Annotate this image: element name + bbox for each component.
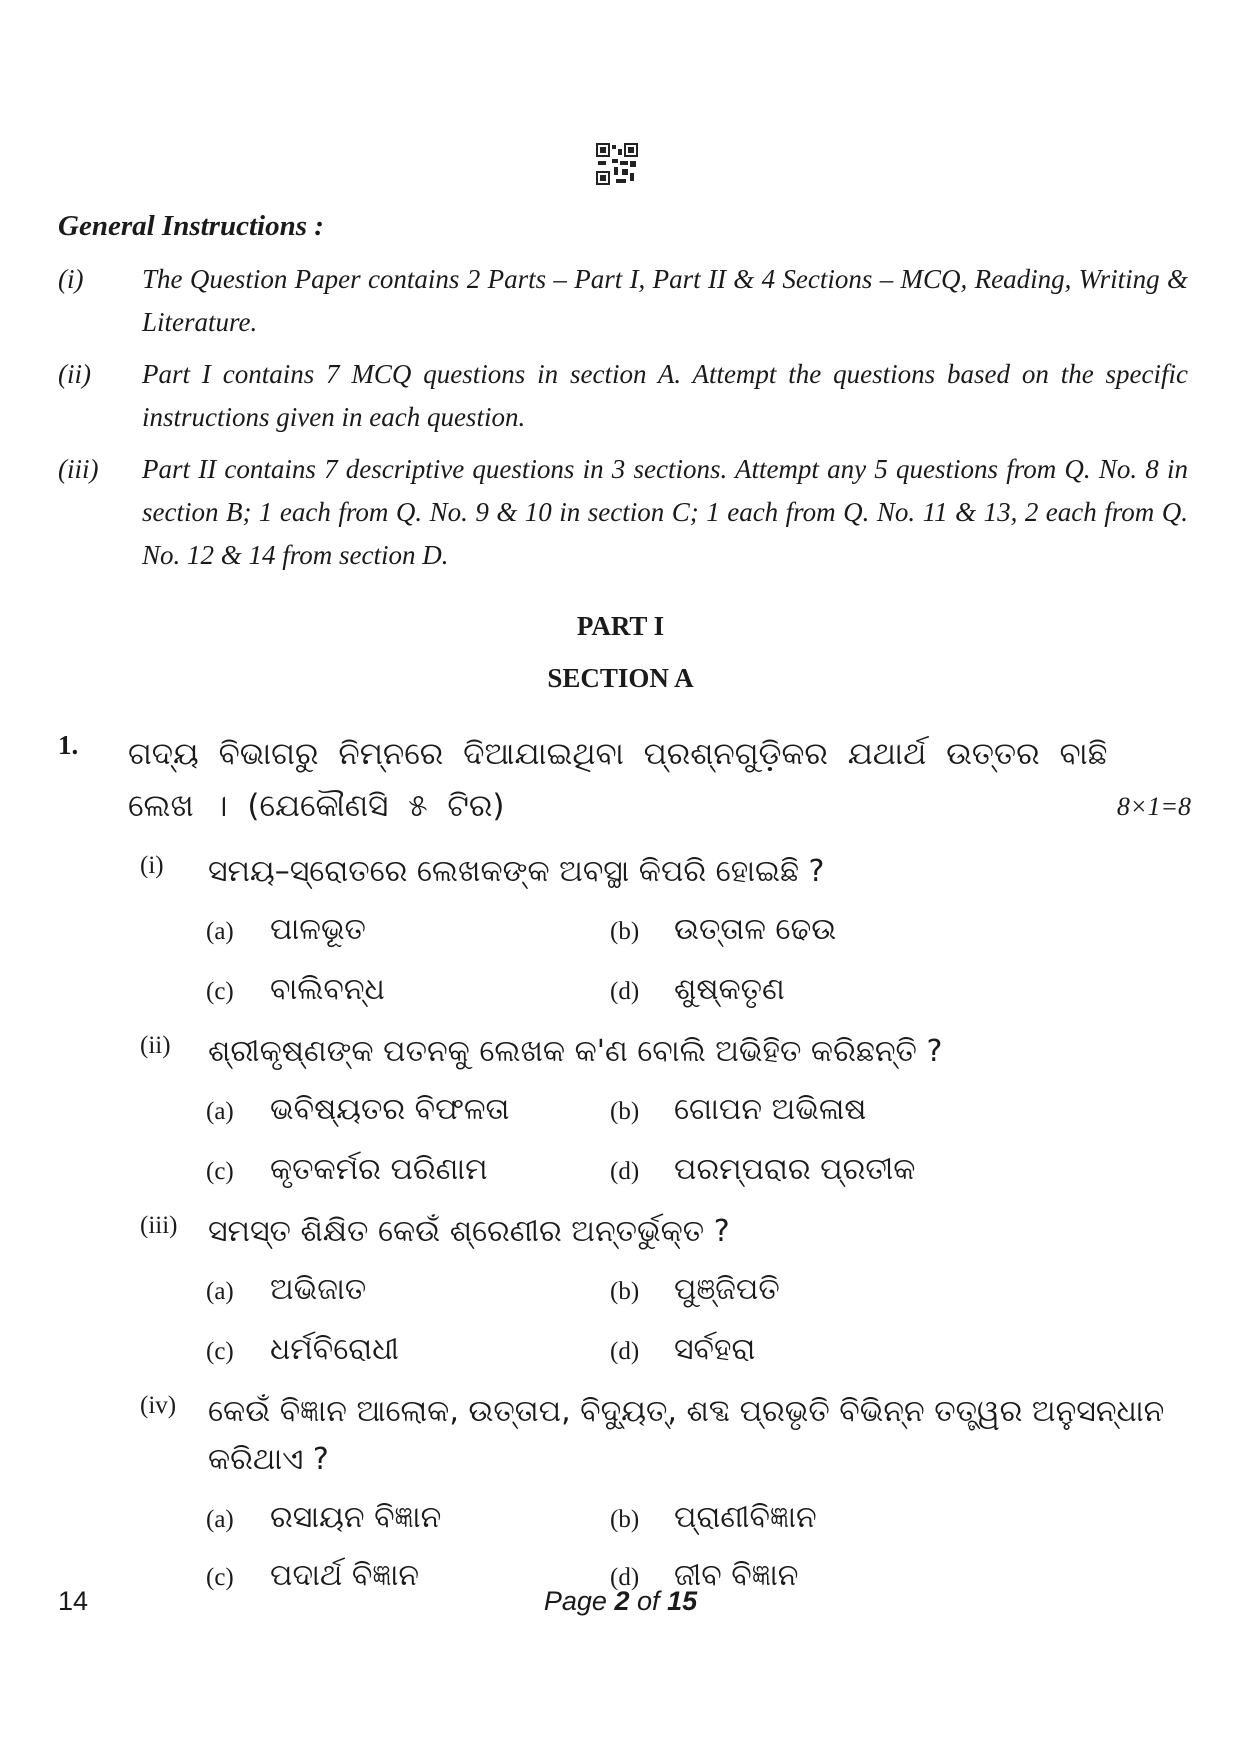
option: (b) ଉତ୍ତାଳ ଢେଉ <box>610 912 837 947</box>
option: (d) ପରମ୍ପରାର ପ୍ରତୀକ <box>610 1152 916 1187</box>
subquestion <box>140 1028 1180 1076</box>
question-1 <box>58 728 1188 832</box>
subquestion <box>140 848 1180 896</box>
part-heading: PART I <box>576 611 665 641</box>
instruction-text: The Question Paper contains 2 Parts – Part I, Part II & 4 Sections – MCQ, Reading, Writing & Literature. <box>142 264 1188 337</box>
instruction-item <box>58 448 1188 577</box>
option: (a) ରସାୟନ ବିଜ୍ଞାନ <box>206 1500 442 1535</box>
instruction-number: (ii) <box>58 359 91 389</box>
option: (d) ଜୀବ ବିଜ୍ଞାନ <box>610 1558 799 1593</box>
subquestion <box>140 1388 1180 1484</box>
option: (c) କୃତକର୍ମର ପରିଣାମ <box>206 1152 488 1187</box>
subquestion-text: ସମୟ–ସ୍ରୋତରେ ଲେଖକଙ୍କ ଅବସ୍ଥା କିପରି ହୋଇଛି ? <box>208 854 825 889</box>
subquestion-text: ଶ୍ରୀକୃଷ୍ଣଙ୍କ ପତନକୁ ଲେଖକ କ'ଣ ବୋଲି ଅଭିହିତ କରିଛନ୍ତି ? <box>208 1034 943 1069</box>
section-heading: SECTION A <box>547 663 694 693</box>
question-text: ଗଦ୍ୟ ବିଭାଗରୁ ନିମ୍ନରେ ଦିଆଯାଇଥିବା ପ୍ରଶ୍ନଗୁଡ଼ିକର ଯଥାର୍ଥ ଉତ୍ତର ବାଛି ଲେଖ । (ଯେକୌଣସି ୫ ଟିର) <box>128 736 1108 824</box>
option: (c) ବାଲିବନ୍ଧ <box>206 972 385 1007</box>
subquestion-text: କେଉଁ ବିଜ୍ଞାନ ଆଲୋକ, ଉତ୍ତାପ, ବିଦ୍ୟୁତ୍, ଶବ୍ଦ ପ୍ରଭୃତି ବିଭିନ୍ନ ତତ୍ତ୍ୱର ଅନୁସନ୍ଧାନ କରିଥାଏ ? <box>208 1394 1165 1477</box>
option: (d) ସର୍ବହରା <box>610 1332 756 1367</box>
general-instructions-title: General Instructions : <box>58 210 324 242</box>
option: (a) ପାଳଭୂତ <box>206 912 366 947</box>
page-number: Page 2 of 15 <box>543 1586 698 1616</box>
option: (c) ଧର୍ମବିରୋଧୀ <box>206 1332 399 1367</box>
question-number: 1. <box>58 730 79 760</box>
subquestion-number: (iii) <box>140 1212 178 1239</box>
option: (b) ପ୍ରାଣୀବିଜ୍ଞାନ <box>610 1500 817 1535</box>
paper-code: 14 <box>58 1586 89 1616</box>
instruction-item <box>58 353 1188 439</box>
option: (d) ଶୁଷ୍କତୃଣ <box>610 972 785 1007</box>
subquestion-number: (i) <box>140 852 164 879</box>
subquestion-number: (iv) <box>140 1392 177 1419</box>
qr-code-icon <box>596 143 638 185</box>
instruction-item <box>58 258 1188 344</box>
subquestion <box>140 1208 1180 1256</box>
option: (a) ଅଭିଜାତ <box>206 1272 367 1307</box>
instruction-text: Part I contains 7 MCQ questions in section A. Attempt the questions based on the specific instructions given in each question. <box>142 359 1188 432</box>
option: (b) ପୁଞ୍ଜିପତି <box>610 1272 780 1307</box>
instruction-text: Part II contains 7 descriptive questions in 3 sections. Attempt any 5 questions from Q. No. 8 in section B; 1 each from Q. No. 9 & 10 in section C; 1 each from Q. No. 11 & 13, 2 each from Q. No. 12 & 14 from section D. <box>142 454 1188 570</box>
subquestion-number: (ii) <box>140 1032 171 1059</box>
option: (b) ଗୋପନ ଅଭିଳାଷ <box>610 1092 867 1127</box>
instruction-number: (i) <box>58 264 84 294</box>
instruction-number: (iii) <box>58 454 99 484</box>
option: (a) ଭବିଷ୍ୟତର ବିଫଳତା <box>206 1092 510 1127</box>
subquestion-text: ସମସ୍ତ ଶିକ୍ଷିତ କେଉଁ ଶ୍ରେଣୀର ଅନ୍ତର୍ଭୁକ୍ତ ? <box>208 1214 730 1249</box>
question-marks: 8×1=8 <box>1116 792 1191 821</box>
option: (c) ପଦାର୍ଥ ବିଜ୍ଞାନ <box>206 1558 420 1593</box>
